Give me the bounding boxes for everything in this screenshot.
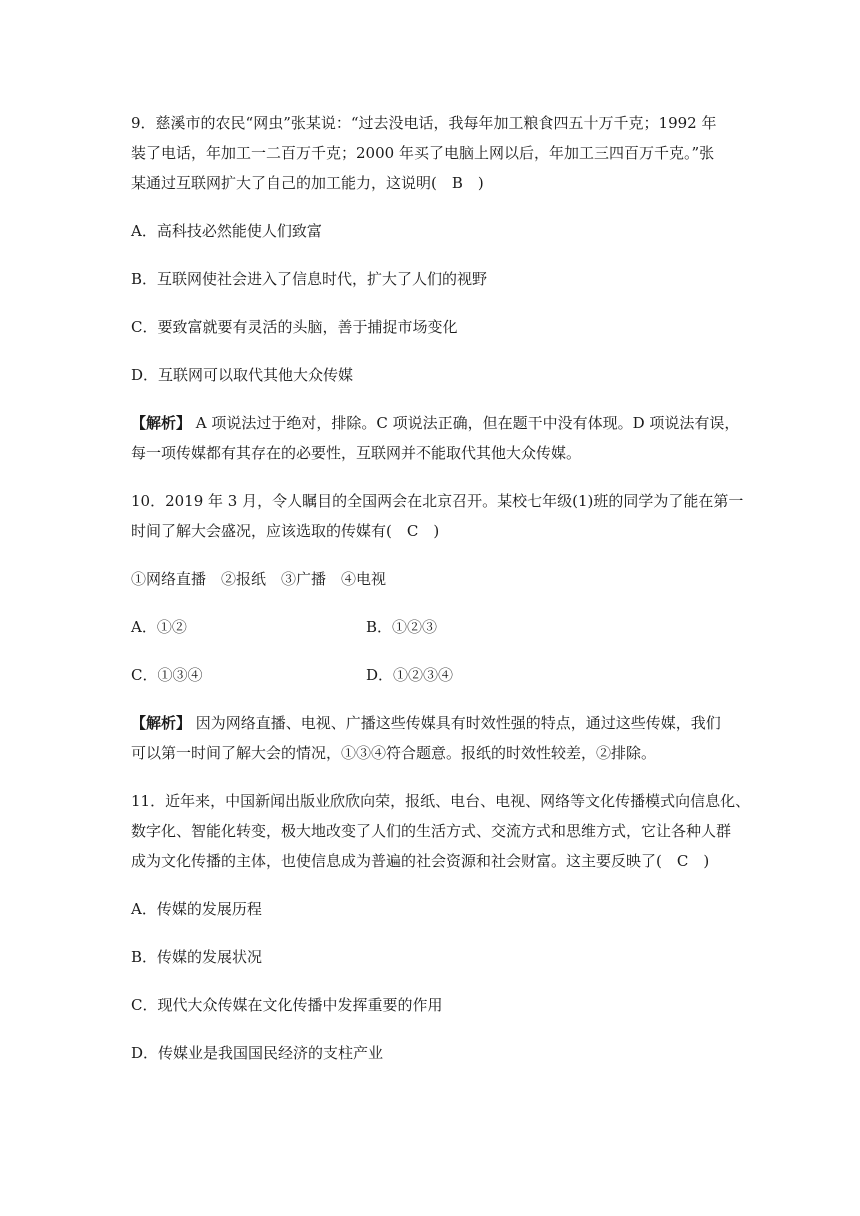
analysis-text: A 项说法过于绝对，排除。C 项说法正确，但在题干中没有体现。D 项说法有误， bbox=[191, 414, 740, 432]
question-10-stem bbox=[131, 486, 744, 546]
question-10-line-1: 10．2019 年 3 月，令人瞩目的全国两会在北京召开。某校七年级(1)班的同学为了能在第一 bbox=[131, 492, 744, 510]
question-11-line-1: 11．近年来，中国新闻出版业欣欣向荣，报纸、电台、电视、网络等文化传播模式向信息化、 bbox=[131, 792, 751, 810]
question-10-analysis bbox=[131, 708, 734, 768]
analysis-text: 因为网络直播、电视、广播这些传媒具有时效性强的特点，通过这些传媒，我们 bbox=[191, 714, 721, 732]
question-11-option-d: D．传媒业是我国国民经济的支柱产业 bbox=[131, 1044, 384, 1062]
question-10-items: ①网络直播 ②报纸 ③广播 ④电视 bbox=[131, 570, 387, 588]
analysis-label: 【解析】 bbox=[131, 714, 192, 732]
question-9-analysis-line-2: 每一项传媒都有其存在的必要性，互联网并不能取代其他大众传媒。 bbox=[131, 444, 582, 462]
question-11-stem bbox=[131, 786, 751, 876]
question-11-option-a: A．传媒的发展历程 bbox=[131, 900, 262, 918]
question-10-option-d: D．①②③④ bbox=[366, 666, 454, 684]
question-10-option-a: A．①② bbox=[131, 618, 187, 636]
question-11-option-c: C．现代大众传媒在文化传播中发挥重要的作用 bbox=[131, 996, 443, 1014]
question-9-option-b: B．互联网使社会进入了信息时代，扩大了人们的视野 bbox=[131, 270, 488, 288]
question-10-options-row-1 bbox=[131, 612, 734, 642]
question-10-analysis-line-1 bbox=[131, 708, 734, 738]
question-9-option-d: D．互联网可以取代其他大众传媒 bbox=[131, 366, 354, 384]
question-9-line-2: 装了电话，年加工一二百万千克；2000 年买了电脑上网以后，年加工三四百万千克。”张 bbox=[131, 144, 715, 162]
question-9-option-a: A．高科技必然能使人们致富 bbox=[131, 222, 322, 240]
question-9-analysis bbox=[131, 408, 740, 468]
question-10-line-2: 时间了解大会盛况，应该选取的传媒有( C ) bbox=[131, 522, 440, 540]
question-9-line-1: 9．慈溪市的农民“网虫”张某说：“过去没电话，我每年加工粮食四五十万千克；1992 年 bbox=[131, 114, 717, 132]
question-10-analysis-line-2: 可以第一时间了解大会的情况，①③④符合题意。报纸的时效性较差，②排除。 bbox=[131, 744, 657, 762]
question-9-line-3: 某通过互联网扩大了自己的加工能力，这说明( B ) bbox=[131, 174, 484, 192]
question-9-stem bbox=[131, 108, 734, 198]
question-10-option-c: C．①③④ bbox=[131, 666, 203, 684]
question-11-line-2: 数字化、智能化转变，极大地改变了人们的生活方式、交流方式和思维方式，它让各种人群 bbox=[131, 822, 732, 840]
question-10-option-b: B．①②③ bbox=[366, 618, 438, 636]
question-11-option-b: B．传媒的发展状况 bbox=[131, 948, 263, 966]
question-11-line-3: 成为文化传播的主体，也使信息成为普遍的社会资源和社会财富。这主要反映了( C ) bbox=[131, 852, 710, 870]
question-9-option-c: C．要致富就要有灵活的头脑，善于捕捉市场变化 bbox=[131, 318, 458, 336]
analysis-label: 【解析】 bbox=[131, 414, 192, 432]
question-9-analysis-line-1 bbox=[131, 408, 740, 438]
question-10-options-row-2 bbox=[131, 660, 734, 690]
